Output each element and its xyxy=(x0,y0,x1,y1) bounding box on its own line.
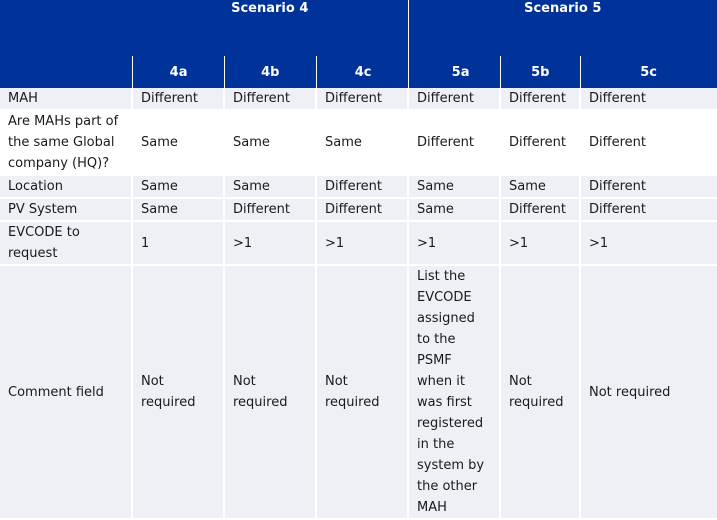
cell: Different xyxy=(500,110,580,175)
table-row xyxy=(0,175,717,198)
cell: Different xyxy=(500,198,580,221)
col-header-5a: 5a xyxy=(408,56,500,88)
cell: 1 xyxy=(132,221,224,265)
row-label: MAH xyxy=(0,88,132,110)
row-label: EVCODE to request xyxy=(0,221,132,265)
cell: Same xyxy=(500,175,580,198)
row-label: Location xyxy=(0,175,132,198)
col-header-4a: 4a xyxy=(132,56,224,88)
header-corner xyxy=(0,0,132,56)
col-header-4c: 4c xyxy=(316,56,408,88)
cell: Different xyxy=(408,110,500,175)
table-row xyxy=(0,265,717,519)
cell: Same xyxy=(408,198,500,221)
cell: >1 xyxy=(224,221,316,265)
cell: >1 xyxy=(316,221,408,265)
table-row xyxy=(0,88,717,110)
cell: >1 xyxy=(408,221,500,265)
cell: Not required xyxy=(316,265,408,519)
cell: Not required xyxy=(132,265,224,519)
cell: Different xyxy=(316,198,408,221)
cell: Not required xyxy=(580,265,717,519)
cell: Not required xyxy=(224,265,316,519)
cell: Different xyxy=(500,88,580,110)
row-label: Comment field xyxy=(0,265,132,519)
cell: Different xyxy=(580,175,717,198)
table-row xyxy=(0,110,717,175)
cell: Same xyxy=(132,110,224,175)
cell: >1 xyxy=(500,221,580,265)
cell: Different xyxy=(132,88,224,110)
cell: Different xyxy=(580,88,717,110)
cell: Different xyxy=(580,110,717,175)
cell: >1 xyxy=(580,221,717,265)
col-header-4b: 4b xyxy=(224,56,316,88)
cell: Different xyxy=(408,88,500,110)
col-header-5c: 5c xyxy=(580,56,717,88)
cell: Different xyxy=(224,198,316,221)
table-row xyxy=(0,198,717,221)
cell: Same xyxy=(132,175,224,198)
cell: Different xyxy=(316,88,408,110)
table-row xyxy=(0,221,717,265)
cell: List the EVCODE assigned to the PSMF when it was first registered in the system by the other MAH xyxy=(408,265,500,519)
cell: Same xyxy=(408,175,500,198)
cell: Different xyxy=(224,88,316,110)
col-header-5b: 5b xyxy=(500,56,580,88)
cell: Not required xyxy=(500,265,580,519)
scenario-5-header: Scenario 5 xyxy=(408,0,717,56)
cell: Same xyxy=(224,175,316,198)
cell: Different xyxy=(316,175,408,198)
row-label: PV System xyxy=(0,198,132,221)
cell: Same xyxy=(224,110,316,175)
subheader-corner xyxy=(0,56,132,88)
cell: Different xyxy=(580,198,717,221)
row-label: Are MAHs part of the same Global company (HQ)? xyxy=(0,110,132,175)
cell: Same xyxy=(132,198,224,221)
scenario-4-header: Scenario 4 xyxy=(132,0,408,56)
cell: Same xyxy=(316,110,408,175)
